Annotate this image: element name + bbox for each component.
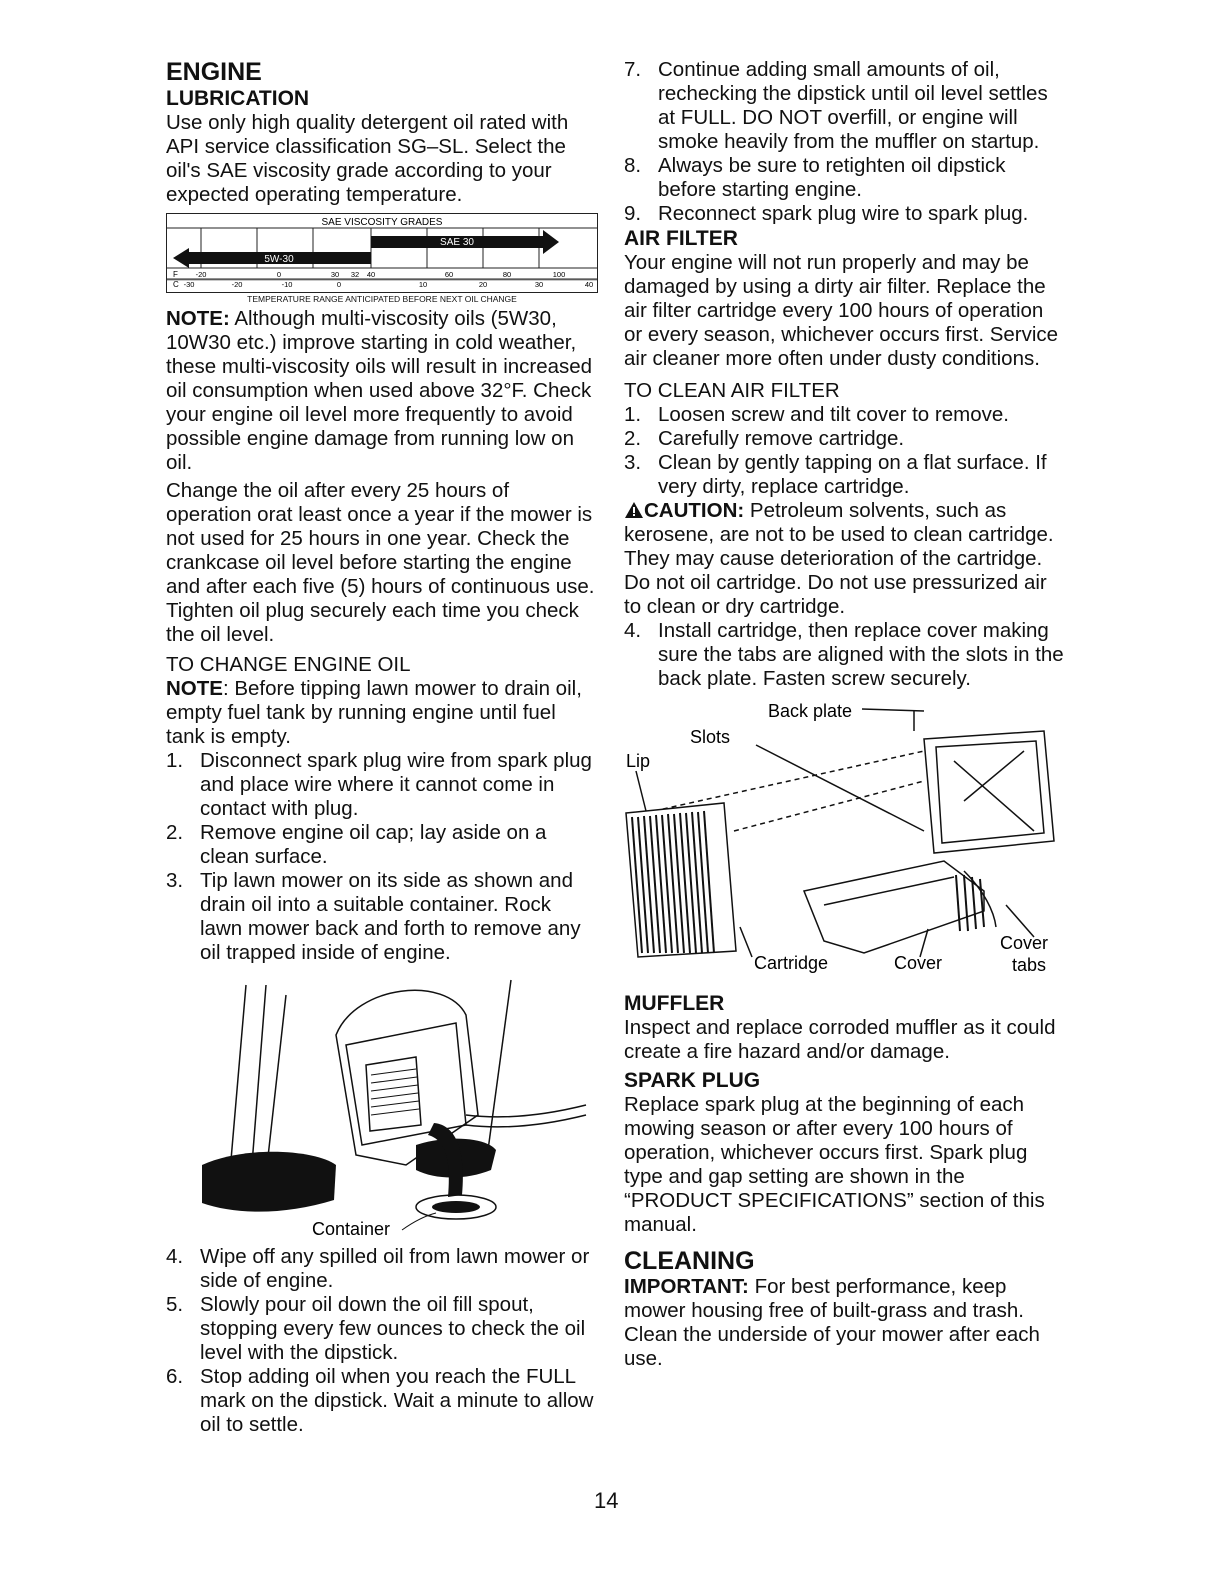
step-number: 2.	[624, 427, 642, 450]
f-tick: 0	[276, 270, 282, 279]
note1-text: Although multi-viscosity oils (5W30, 10W30 etc.) improve starting in cold weather, these multi-viscosity oils will result in increased oil consumption when used above 32°F. Check your engine oil level more frequently to avoid possible engine damage from running low on oil.	[166, 307, 593, 474]
list-item	[624, 202, 1064, 226]
change-oil-heading: TO CHANGE ENGINE OIL	[166, 653, 411, 676]
steps-list-b	[166, 1245, 598, 1437]
f-ticks	[196, 270, 566, 279]
viscosity-chart-graphic	[167, 214, 597, 292]
step-text: Disconnect spark plug wire from spark plug and place wire where it cannot come in contact with plug.	[200, 749, 592, 820]
step-number: 4.	[166, 1245, 184, 1268]
list-item	[166, 821, 598, 869]
important-note	[624, 1275, 1064, 1371]
change-oil-text: Change the oil after every 25 hours of operation orat least once a year if the mower is not used for 25 hours in one year. Check the crankcase oil level before starting the engine and after each five (5) hours of continuous use. Tighten oil plug securely each time you check the oil level.	[166, 479, 595, 646]
f-label: F	[173, 270, 178, 279]
caution	[624, 499, 1064, 619]
list-item	[166, 1293, 598, 1365]
note1	[166, 307, 598, 475]
list-item	[624, 427, 1064, 451]
c-tick: -20	[231, 280, 243, 289]
caution-label: CAUTION:	[644, 499, 745, 522]
lubrication-text: Use only high quality detergent oil rated with API service classification SG–SL. Select the oil's SAE viscosity grade according to your expected operating temperature.	[166, 111, 569, 206]
list-item	[166, 749, 598, 821]
slots-label: Slots	[690, 727, 731, 747]
air-filter-graphic	[624, 691, 1064, 981]
step-text: Stop adding oil when you reach the FULL mark on the dipstick. Wait a minute to allow oil to settle.	[200, 1365, 594, 1436]
f-tick: 30	[330, 270, 340, 279]
cover-tabs-label: tabs	[1012, 955, 1047, 975]
viscosity-chart-title: SAE VISCOSITY GRADES	[321, 217, 443, 228]
c-tick: 30	[534, 280, 544, 289]
step-number: 3.	[166, 869, 184, 892]
cover-tabs-label: Cover	[1000, 933, 1049, 953]
step-number: 2.	[166, 821, 184, 844]
important-label: IMPORTANT:	[624, 1275, 749, 1298]
step-text: Reconnect spark plug wire to spark plug.	[658, 202, 1029, 225]
list-item	[624, 403, 1064, 427]
list-item	[624, 58, 1064, 154]
note2-label: NOTE	[166, 677, 223, 700]
cartridge-pleats	[626, 803, 736, 957]
sae30-label: SAE 30	[440, 237, 474, 248]
air-filter-heading: AIR FILTER	[624, 227, 738, 250]
viscosity-chart-footer: TEMPERATURE RANGE ANTICIPATED BEFORE NEXT OIL CHANGE	[247, 294, 517, 304]
c-tick: -30	[183, 280, 195, 289]
lip-label: Lip	[626, 751, 651, 771]
right-column	[624, 58, 1064, 1371]
f-tick: -20	[195, 270, 207, 279]
c-tick: 0	[336, 280, 342, 289]
spark-plug-heading: SPARK PLUG	[624, 1069, 761, 1092]
step-text: Remove engine oil cap; lay aside on a clean surface.	[200, 821, 547, 868]
container-label: Container	[312, 1219, 391, 1239]
step-text: Slowly pour oil down the oil fill spout, stopping every few ounces to check the oil level with the dipstick.	[200, 1293, 586, 1364]
step-number: 6.	[166, 1365, 184, 1388]
warning-icon	[624, 501, 644, 519]
spark-plug-text: Replace spark plug at the beginning of each mowing season or after every 100 hours of operation, whichever occurs first. Spark plug type and gap setting are shown in the “PRODUCT SPECIFICATIONS” section of this manual.	[624, 1093, 1045, 1236]
c-label: C	[173, 280, 179, 289]
f-tick: 40	[366, 270, 376, 279]
clean-air-filter-heading: TO CLEAN AIR FILTER	[624, 379, 840, 402]
muffler-text: Inspect and replace corroded muffler as it could create a fire hazard and/or damage.	[624, 1016, 1056, 1063]
muffler-heading: MUFFLER	[624, 992, 725, 1015]
list-item	[166, 1245, 598, 1293]
page-number: 14	[594, 1488, 619, 1513]
cleaning-heading: CLEANING	[624, 1247, 755, 1275]
c-tick: 10	[418, 280, 428, 289]
list-item	[166, 869, 598, 965]
important-text: For best performance, keep mower housing free of built-grass and trash. Clean the underside of your mower after each use.	[624, 1275, 1040, 1370]
5w30-label: 5W-30	[264, 254, 294, 265]
step-number: 1.	[624, 403, 642, 426]
lubrication-heading: LUBRICATION	[166, 87, 310, 110]
step-text: Always be sure to retighten oil dipstick before starting engine.	[658, 154, 1006, 201]
step-number: 1.	[166, 749, 184, 772]
cartridge-label: Cartridge	[754, 953, 829, 973]
steps-list-a	[166, 749, 598, 965]
back-plate-label: Back plate	[768, 701, 853, 721]
oil-drain-graphic	[166, 975, 598, 1245]
step-text: Carefully remove cartridge.	[658, 427, 905, 450]
c-tick: 20	[478, 280, 488, 289]
step-text: Loosen screw and tilt cover to remove.	[658, 403, 1009, 426]
list-item	[624, 451, 1064, 499]
note1-label: NOTE:	[166, 307, 230, 330]
list-item	[624, 619, 1064, 691]
step-text: Wipe off any spilled oil from lawn mower or side of engine.	[200, 1245, 590, 1292]
steps-list-e	[624, 619, 1064, 691]
f-tick: 60	[444, 270, 454, 279]
step-number: 9.	[624, 202, 642, 225]
cover-label: Cover	[894, 953, 943, 973]
viscosity-chart	[166, 213, 598, 304]
step-text: Install cartridge, then replace cover making sure the tabs are aligned with the slots in the back plate. Fasten screw securely.	[658, 619, 1064, 690]
air-filter-text: Your engine will not run properly and may be damaged by using a dirty air filter. Replace the air filter cartridge every 100 hours of operation or every season, whichever occurs first. Service air cleaner more often under dusty conditions.	[624, 251, 1059, 370]
step-number: 7.	[624, 58, 642, 81]
step-text: Clean by gently tapping on a flat surface. If very dirty, replace cartridge.	[658, 451, 1047, 498]
note2	[166, 677, 598, 749]
list-item	[624, 154, 1064, 202]
c-ticks	[184, 280, 594, 289]
step-number: 8.	[624, 154, 642, 177]
left-column	[166, 58, 598, 1437]
c-tick: 40	[584, 280, 594, 289]
air-filter-illustration	[624, 691, 1064, 981]
cover-tabs	[956, 875, 984, 931]
f-tick: 100	[552, 270, 566, 279]
oil-drain-illustration	[166, 975, 598, 1245]
caution-text: Petroleum solvents, such as kerosene, are not to be used to clean cartridge. They may cause deterioration of the cartridge. Do not oil cartridge. Do not use pressurized air to clean or dry cartridge.	[624, 499, 1054, 618]
steps-list-d	[624, 403, 1064, 499]
c-tick: -10	[281, 280, 293, 289]
engine-heading: ENGINE	[166, 58, 262, 86]
note2-text: : Before tipping lawn mower to drain oil, empty fuel tank by running engine until fuel tank is empty.	[166, 677, 582, 748]
step-text: Continue adding small amounts of oil, rechecking the dipstick until oil level settles at FULL. DO NOT overfill, or engine will smoke heavily from the muffler on startup.	[658, 58, 1048, 153]
step-number: 5.	[166, 1293, 184, 1316]
list-item	[166, 1365, 598, 1437]
f-tick: 80	[502, 270, 512, 279]
f-tick: 32	[350, 270, 360, 279]
step-text: Tip lawn mower on its side as shown and drain oil into a suitable container. Rock lawn mower back and forth to remove any oil trapped inside of engine.	[200, 869, 581, 964]
step-number: 3.	[624, 451, 642, 474]
steps-list-c	[624, 58, 1064, 226]
step-number: 4.	[624, 619, 642, 642]
